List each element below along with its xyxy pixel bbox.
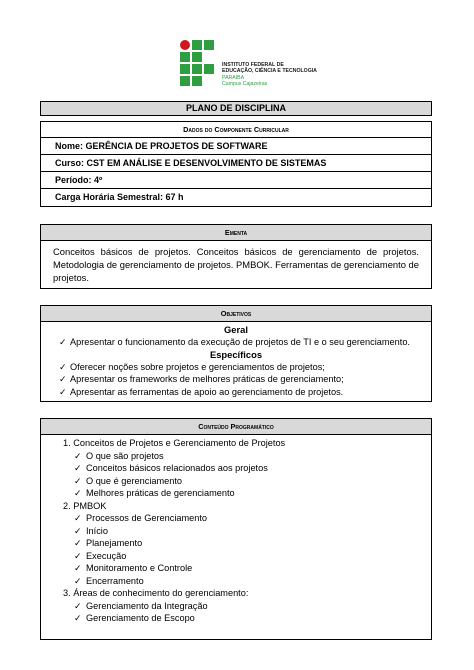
check-icon: ✓ xyxy=(74,563,82,573)
list-item-text: Apresentar as ferramentas de apoio ao gerenciamento de projetos. xyxy=(70,386,344,397)
list-item-text: Planejamento xyxy=(86,538,143,548)
list-item xyxy=(41,512,431,525)
check-icon: ✓ xyxy=(74,488,82,498)
list-item-text: Gerenciamento da Integração xyxy=(86,600,208,611)
check-icon: ✓ xyxy=(74,550,82,561)
check-icon: ✓ xyxy=(74,575,82,586)
list-item-text: Oferecer noções sobre projetos e gerenciamentos de projetos; xyxy=(70,361,325,372)
component-data-header: Dados do Componente Curricular xyxy=(41,122,431,138)
list-item-text: Melhores práticas de gerenciamento xyxy=(86,488,235,498)
list-item-text: Apresentar os frameworks de melhores práticas de gerenciamento; xyxy=(70,374,344,384)
check-icon: ✓ xyxy=(74,450,82,461)
syllabus-header: Conteúdo Programático xyxy=(41,419,431,435)
logo-mark xyxy=(180,40,216,94)
ementa-section xyxy=(40,224,432,289)
list-item-text: Gerenciamento de Escopo xyxy=(86,613,195,623)
list-item-text: O que é gerenciamento xyxy=(86,475,183,486)
logo-line: PARAÍBA xyxy=(222,74,245,81)
program-row: Curso: CST EM ANÁLISE E DESENVOLVIMENTO DE SISTEMAS xyxy=(41,155,431,172)
check-icon: ✓ xyxy=(74,513,82,523)
check-icon: ✓ xyxy=(59,337,67,347)
list-item-text: Processos de Gerenciamento xyxy=(86,513,208,523)
syllabus-section-title: 2. PMBOK xyxy=(63,500,107,511)
list-item xyxy=(41,462,431,475)
check-icon: ✓ xyxy=(59,374,67,384)
list-item xyxy=(41,537,431,550)
component-data-table xyxy=(40,121,432,207)
check-icon: ✓ xyxy=(74,463,82,473)
list-item xyxy=(41,475,431,488)
period-row: Período: 4º xyxy=(41,172,431,189)
check-icon: ✓ xyxy=(59,361,67,372)
list-item xyxy=(41,361,431,374)
ementa-header: Ementa xyxy=(41,225,431,241)
list-item xyxy=(41,550,431,563)
logo-line: EDUCAÇÃO, CIÊNCIA E TECNOLOGIA xyxy=(222,68,317,75)
list-item xyxy=(41,386,431,399)
list-item xyxy=(41,600,431,613)
list-item-text: O que são projetos xyxy=(86,450,164,461)
list-item xyxy=(41,575,431,588)
syllabus-section-title: 1. Conceitos de Projetos e Gerenciamento de Projetos xyxy=(63,438,286,448)
list-item xyxy=(41,612,431,625)
syllabus-section xyxy=(40,418,432,640)
check-icon: ✓ xyxy=(74,525,82,536)
institution-logo xyxy=(180,40,317,96)
check-icon: ✓ xyxy=(74,475,82,486)
list-item xyxy=(41,525,431,538)
objectives-header: Objetivos xyxy=(41,306,431,322)
list-item-text: Início xyxy=(86,525,108,536)
specific-objectives-title: Específicos xyxy=(209,348,263,360)
list-item-text: Monitoramento e Controle xyxy=(86,563,193,573)
list-item-text: Encerramento xyxy=(86,575,144,586)
course-name-row: Nome: GERÊNCIA DE PROJETOS DE SOFTWARE xyxy=(41,138,431,155)
list-item xyxy=(41,487,431,500)
ementa-text: Conceitos básicos de projetos. Conceitos básicos de gerenciamento de projetos. Metodologia de gerenciamento de projetos. PMBOK. Ferramentas de gerenciamento de projetos. xyxy=(53,246,419,283)
list-item-text: Apresentar o funcionamento da execução de projetos de TI e o seu gerenciamento. xyxy=(70,337,410,347)
objectives-section xyxy=(40,305,432,402)
list-item-text: Conceitos básicos relacionados aos projetos xyxy=(86,463,268,473)
list-item xyxy=(41,373,431,386)
general-objective-title: Geral xyxy=(224,324,248,335)
check-icon: ✓ xyxy=(59,386,67,397)
check-icon: ✓ xyxy=(74,538,82,548)
check-icon: ✓ xyxy=(74,600,82,611)
list-item xyxy=(41,336,431,349)
list-item-text: Execução xyxy=(86,550,127,561)
workload-row: Carga Horária Semestral: 67 h xyxy=(55,192,184,202)
list-item xyxy=(41,562,431,575)
logo-line: INSTITUTO FEDERAL DE xyxy=(222,62,284,68)
list-item xyxy=(41,450,431,463)
check-icon: ✓ xyxy=(74,613,82,623)
syllabus-section-title: 3. Áreas de conhecimento do gerenciamento: xyxy=(63,588,249,598)
page-title: PLANO DE DISCIPLINA xyxy=(40,101,432,116)
logo-text xyxy=(222,62,317,88)
logo-line: Campus Cajazeiras xyxy=(222,81,268,88)
